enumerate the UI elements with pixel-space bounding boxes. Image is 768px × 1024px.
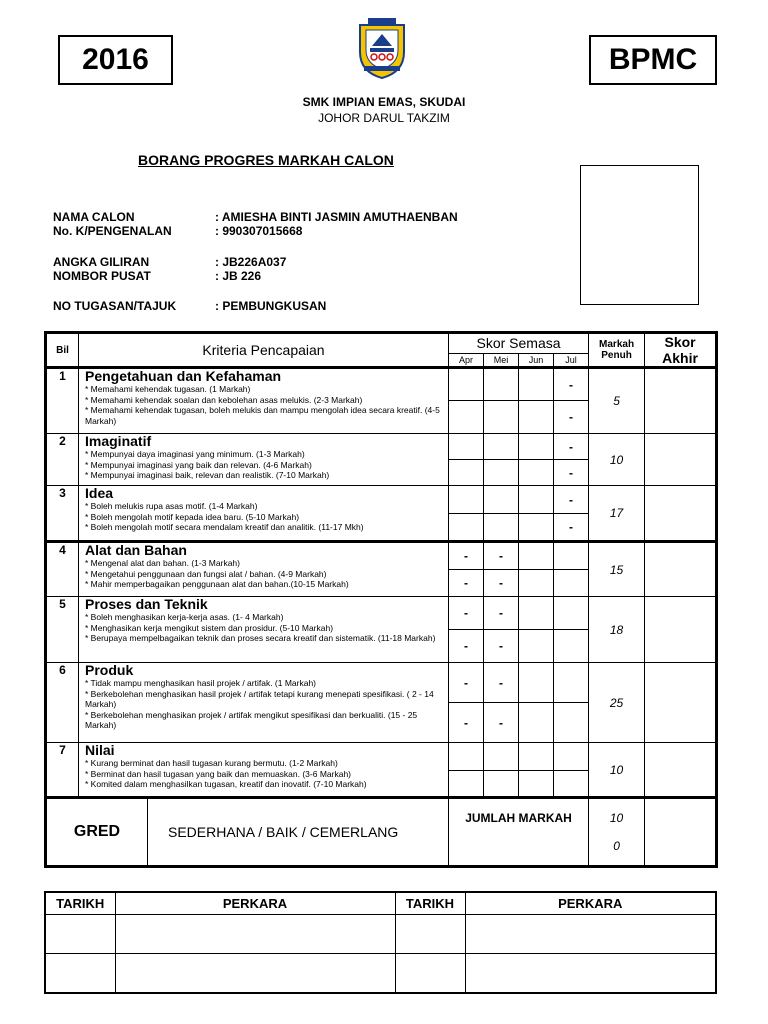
criteria-description [79, 486, 449, 542]
score-cell[interactable] [554, 630, 589, 663]
score-cell[interactable] [484, 743, 519, 771]
criteria-number: 3 [46, 486, 79, 542]
criteria-number: 7 [46, 743, 79, 798]
score-cell[interactable] [449, 460, 484, 486]
criteria-description [79, 368, 449, 434]
criteria-number: 1 [46, 368, 79, 434]
criteria-title: Produk [85, 662, 134, 678]
criteria-item: * Mahir memperbagaikan penggunaan alat dan bahan.(10-15 Markah) [85, 579, 349, 589]
score-cell[interactable] [519, 597, 554, 630]
skor-akhir-cell[interactable] [645, 743, 717, 798]
score-cell[interactable] [519, 401, 554, 434]
score-cell[interactable]: - [449, 542, 484, 570]
score-cell[interactable]: - [484, 542, 519, 570]
log-header-tarikh: TARIKH [395, 892, 465, 915]
log-header-tarikh: TARIKH [45, 892, 115, 915]
score-cell[interactable]: - [554, 434, 589, 460]
criteria-title: Idea [85, 485, 114, 501]
header-skor-semasa: Skor Semasa [449, 333, 589, 354]
log-cell[interactable] [465, 915, 716, 954]
score-cell[interactable]: - [449, 663, 484, 703]
skor-akhir-cell[interactable] [645, 434, 717, 486]
score-cell[interactable] [519, 460, 554, 486]
skor-akhir-cell[interactable] [645, 663, 717, 743]
label-tugasan: NO TUGASAN/TAJUK [53, 299, 177, 313]
score-cell[interactable]: - [449, 597, 484, 630]
score-cell[interactable] [484, 368, 519, 401]
criteria-item: * Berkebolehan menghasikan hasil projek / artifak tetapi kurang menepati spesifikasi. ( 2 - 14 Markah) [85, 688, 434, 709]
score-cell[interactable] [554, 542, 589, 570]
score-cell[interactable] [449, 514, 484, 542]
score-cell[interactable] [484, 460, 519, 486]
criteria-item: * Boleh mengolah motif secara mendalam kreatif dan analitik. (11-17 Mkh) [85, 522, 364, 532]
score-cell[interactable] [519, 663, 554, 703]
header-month: Jul [554, 353, 589, 367]
school-name: SMK IMPIAN EMAS, SKUDAI [302, 95, 466, 109]
criteria-description [79, 542, 449, 597]
criteria-item: * Memahami kehendak tugasan. (1 Markah) [85, 384, 251, 394]
criteria-title: Alat dan Bahan [85, 542, 187, 558]
criteria-item: * Berkebolehan menghasikan projek / artifak mengikut spesifikasi dan berkualiti. (15 - 25 Markah) [85, 709, 418, 730]
score-cell[interactable] [519, 434, 554, 460]
score-cell[interactable]: - [484, 663, 519, 703]
skor-akhir-cell[interactable] [645, 368, 717, 434]
skor-akhir-cell[interactable] [645, 542, 717, 597]
criteria-table [44, 331, 718, 868]
score-cell[interactable] [519, 514, 554, 542]
log-cell[interactable] [395, 954, 465, 994]
skor-akhir-cell[interactable] [645, 597, 717, 663]
markah-penuh: 15 [589, 542, 645, 597]
value-ic: : 990307015668 [215, 224, 303, 238]
progress-log-table [44, 891, 717, 994]
score-cell[interactable]: - [449, 703, 484, 743]
score-cell[interactable] [554, 663, 589, 703]
criteria-row [46, 486, 717, 514]
score-cell[interactable]: - [484, 570, 519, 597]
log-cell[interactable] [465, 954, 716, 994]
criteria-item: * Berminat dan hasil tugasan yang baik dan memuaskan. (3-6 Markah) [85, 768, 352, 779]
header-markah-penuh: Markah Penuh [589, 333, 645, 368]
criteria-number: 6 [46, 663, 79, 743]
log-cell[interactable] [115, 915, 395, 954]
gred-value: SEDERHANA / BAIK / CEMERLANG [168, 824, 399, 840]
score-cell[interactable]: - [554, 368, 589, 401]
criteria-row [46, 368, 717, 401]
log-cell[interactable] [45, 954, 115, 994]
criteria-item: * Komited dalam menghasilkan tugasan, kreatif dan inovatif. (7-10 Markah) [85, 779, 367, 789]
criteria-item: * Berupaya mempelbagaikan teknik dan proses secara kreatif dan sistematik. (11-18 Markah) [85, 633, 436, 643]
value-tugasan: : PEMBUNGKUSAN [215, 299, 327, 313]
criteria-row [46, 663, 717, 703]
score-cell[interactable] [484, 514, 519, 542]
skor-akhir-cell[interactable] [645, 486, 717, 542]
criteria-description [79, 663, 449, 743]
criteria-item: * Memahami kehendak soalan dan kebolehan asas melukis. (2-3 Markah) [85, 394, 363, 405]
label-angka: ANGKA GILIRAN [53, 255, 150, 269]
score-cell[interactable]: - [449, 630, 484, 663]
value-angka: : JB226A037 [215, 255, 287, 269]
header-month: Apr [449, 353, 484, 367]
criteria-item: * Mempunyai imaginasi yang baik dan relevan. (4-6 Markah) [85, 459, 312, 470]
score-cell[interactable] [449, 486, 484, 514]
score-cell[interactable] [554, 771, 589, 798]
criteria-item: * Mengetahui penggunaan dan fungsi alat / bahan. (4-9 Markah) [85, 568, 327, 579]
value-pusat: : JB 226 [215, 269, 262, 283]
score-cell[interactable] [519, 703, 554, 743]
score-cell[interactable] [519, 771, 554, 798]
criteria-row [46, 434, 717, 460]
score-cell[interactable] [519, 486, 554, 514]
value-nama: : AMIESHA BINTI JASMIN AMUTHAENBAN [215, 210, 458, 224]
score-cell[interactable] [554, 743, 589, 771]
criteria-item: * Memahami kehendak tugasan, boleh melukis dan mampu mengolah idea secara kreatif. (4-5 Markah) [85, 405, 440, 426]
score-cell[interactable] [449, 401, 484, 434]
total-markah: 10 0 [589, 798, 645, 867]
markah-penuh: 18 [589, 597, 645, 663]
label-ic: No. K/PENGENALAN [53, 224, 172, 238]
criteria-description [79, 434, 449, 486]
criteria-number: 5 [46, 597, 79, 663]
header-kriteria: Kriteria Pencapaian [79, 333, 449, 368]
criteria-title: Imaginatif [85, 433, 152, 449]
log-cell[interactable] [45, 915, 115, 954]
criteria-row [46, 542, 717, 570]
gred-cell [46, 798, 449, 867]
score-cell[interactable] [519, 570, 554, 597]
label-pusat: NOMBOR PUSAT [53, 269, 151, 283]
school-state: JOHOR DARUL TAKZIM [318, 111, 450, 125]
score-cell[interactable]: - [449, 570, 484, 597]
year-box: 2016 [58, 35, 173, 85]
criteria-item: * Mengenal alat dan bahan. (1-3 Markah) [85, 558, 240, 568]
criteria-description [79, 597, 449, 663]
criteria-item: * Menghasikan kerja mengikut sistem dan prosidur. (5-10 Markah) [85, 622, 334, 633]
summary-row [46, 798, 717, 867]
criteria-row [46, 743, 717, 771]
school-crest-icon [354, 16, 410, 80]
header-month: Jun [519, 353, 554, 367]
gred-label: GRED [47, 799, 148, 865]
criteria-item: * Boleh mengolah motif kepada idea baru. (5-10 Markah) [85, 511, 300, 522]
header-skor-akhir: Skor Akhir [645, 333, 717, 368]
log-cell[interactable] [395, 915, 465, 954]
label-nama: NAMA CALON [53, 210, 135, 224]
score-cell[interactable]: - [484, 597, 519, 630]
header-month: Mei [484, 353, 519, 367]
score-cell[interactable] [519, 743, 554, 771]
score-cell[interactable] [484, 486, 519, 514]
criteria-item: * Mempunyai imaginasi baik, relevan dan realistik. (7-10 Markah) [85, 470, 330, 480]
score-cell[interactable] [519, 542, 554, 570]
score-cell[interactable]: - [554, 460, 589, 486]
criteria-item: * Mempunyai daya imaginasi yang minimum. (1-3 Markah) [85, 449, 305, 459]
code-box: BPMC [589, 35, 717, 85]
markah-penuh: 5 [589, 368, 645, 434]
criteria-row [46, 597, 717, 630]
score-cell[interactable] [449, 771, 484, 798]
criteria-title: Pengetahuan dan Kefahaman [85, 368, 282, 384]
criteria-number: 4 [46, 542, 79, 597]
criteria-number: 2 [46, 434, 79, 486]
score-cell[interactable]: - [554, 401, 589, 434]
criteria-item: * Boleh melukis rupa asas motif. (1-4 Markah) [85, 501, 258, 511]
criteria-title: Nilai [85, 742, 115, 758]
score-cell[interactable]: - [554, 514, 589, 542]
markah-penuh: 10 [589, 743, 645, 798]
total-skor-akhir [645, 798, 717, 867]
score-cell[interactable] [519, 368, 554, 401]
score-cell[interactable]: - [484, 630, 519, 663]
score-cell[interactable] [449, 743, 484, 771]
photo-box [580, 165, 699, 305]
log-cell[interactable] [115, 954, 395, 994]
header-bil: Bil [46, 333, 79, 368]
criteria-item: * Tidak mampu menghasikan hasil projek / artifak. (1 Markah) [85, 678, 317, 688]
log-header-perkara: PERKARA [115, 892, 395, 915]
score-cell[interactable]: - [554, 486, 589, 514]
score-cell[interactable]: - [484, 703, 519, 743]
score-cell[interactable] [554, 703, 589, 743]
log-header-perkara: PERKARA [465, 892, 716, 915]
score-cell[interactable] [519, 630, 554, 663]
criteria-item: * Boleh menghasikan kerja-kerja asas. (1- 4 Markah) [85, 612, 284, 622]
criteria-item: * Kurang berminat dan hasil tugasan kurang bermutu. (1-2 Markah) [85, 758, 338, 768]
criteria-title: Proses dan Teknik [85, 596, 208, 612]
markah-penuh: 25 [589, 663, 645, 743]
markah-penuh: 10 [589, 434, 645, 486]
markah-penuh: 17 [589, 486, 645, 542]
score-cell[interactable] [449, 368, 484, 401]
jumlah-label: JUMLAH MARKAH [449, 798, 589, 867]
criteria-description [79, 743, 449, 798]
score-cell[interactable] [484, 401, 519, 434]
score-cell[interactable] [449, 434, 484, 460]
score-cell[interactable] [484, 434, 519, 460]
score-cell[interactable] [554, 597, 589, 630]
score-cell[interactable] [554, 570, 589, 597]
score-cell[interactable] [484, 771, 519, 798]
form-title: BORANG PROGRES MARKAH CALON [138, 152, 394, 168]
